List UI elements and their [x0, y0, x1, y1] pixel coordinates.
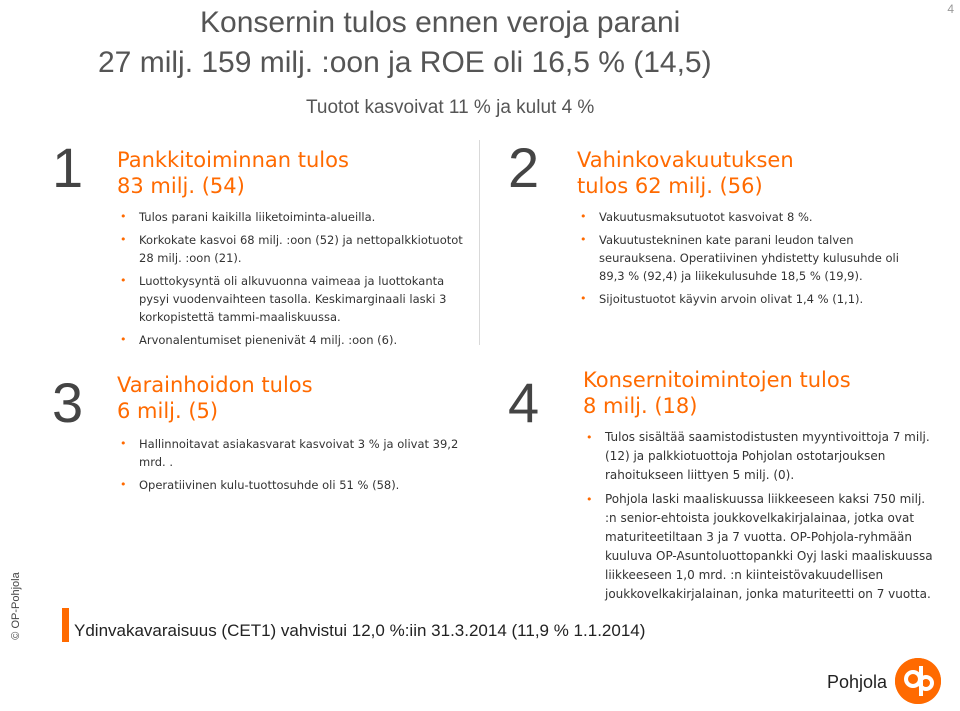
highlight-text: Ydinvakavaraisuus (CET1) vahvistui 12,0 %:iin 31.3.2014 (11,9 % 1.1.2014) — [74, 621, 646, 640]
section-result: 6 milj. (5) — [117, 399, 219, 424]
bullet-icon: • — [580, 232, 587, 246]
section-title: Varainhoidon tulos — [117, 373, 313, 397]
bullet-icon: • — [580, 291, 587, 305]
pohjola-logo-icon — [895, 658, 941, 704]
section-title: Konsernitoimintojen tulos — [583, 368, 851, 392]
bullet-icon: • — [120, 232, 127, 246]
section-number-2: 2 — [508, 136, 540, 199]
section-1 — [117, 147, 472, 354]
column-divider — [479, 140, 480, 345]
bullet-list — [583, 428, 933, 604]
section-title: Pankkitoiminnan tulos — [117, 148, 349, 172]
section-title: Vahinkovakuutuksen — [577, 148, 794, 172]
section-result: 8 milj. (18) — [583, 394, 698, 419]
bullet-list — [117, 435, 462, 494]
list-item: • Vakuutusmaksutuotot kasvoivat 8 %. — [580, 209, 813, 224]
bullet-icon: • — [120, 332, 127, 346]
bullet-icon: • — [120, 477, 127, 491]
bullet-icon: • — [120, 436, 127, 450]
highlight-bar — [62, 608, 69, 642]
section-number-1: 1 — [52, 136, 84, 199]
list-item: • Pohjola laski maaliskuussa liikkeeseen kaksi 750 milj. :n senior-ehtoista joukkovelkakirjalainaa, jotka ovat maturiteetiltaan 3 ja 7 vuotta. OP-Pohjola-ryhmään kuuluva OP-Asuntoluottopankki Oyj laski maaliskuussa liikkeeseen 1,0 mrd. :n kiinteistövakuudellisen joukkovelkakirjalainan, jonka maturiteetti on 7 vuotta. — [586, 491, 933, 601]
section-result: tulos 62 milj. (56) — [577, 174, 763, 199]
list-item: • Tulos parani kaikilla liiketoiminta-alueilla. — [120, 209, 376, 224]
bullet-icon: • — [586, 430, 593, 444]
page-number: 4 — [947, 2, 954, 16]
bullet-icon: • — [120, 209, 127, 223]
page-title-line2: 27 milj. 159 milj. :oon ja ROE oli 16,5 % (14,5) — [98, 46, 712, 79]
bullet-icon: • — [586, 492, 593, 506]
list-item: • Sijoitustuotot käyvin arvoin olivat 1,4 % (1,1). — [580, 291, 864, 306]
page-title-line1: Konsernin tulos ennen veroja parani — [200, 6, 681, 39]
logo-text: Pohjola — [827, 672, 888, 692]
copyright-text: © OP-Pohjola — [10, 572, 22, 640]
list-item: • Luottokysyntä oli alkuvuonna vaimeaa ja luottokanta pysyi vuodenvaihteen tasolla. Keskimarginaali laski 3 korkopistettä tammi-maaliskuussa. — [120, 273, 447, 324]
list-item: • Arvonalentumiset pienenivät 4 milj. :oon (6). — [120, 332, 398, 347]
list-item: • Operatiivinen kulu-tuottosuhde oli 51 % (58). — [120, 477, 400, 492]
list-item: • Korkokate kasvoi 68 milj. :oon (52) ja nettopalkkiotuotot 28 milj. :oon (21). — [120, 232, 463, 265]
section-3 — [117, 372, 462, 499]
list-item: • Vakuutustekninen kate parani leudon talven seurauksena. Operatiivinen yhdistetty kulusuhde oli 89,3 % (92,4) ja liikekulusuhde 18,5 % (19,9). — [580, 232, 899, 283]
section-number-4: 4 — [508, 371, 540, 434]
bullet-icon: • — [120, 273, 127, 287]
section-4 — [583, 367, 933, 609]
bullet-list — [117, 208, 472, 349]
bullet-icon: • — [580, 209, 587, 223]
section-result: 83 milj. (54) — [117, 174, 245, 199]
section-number-3: 3 — [52, 371, 84, 434]
section-2 — [577, 147, 907, 313]
page-subtitle: Tuotot kasvoivat 11 % ja kulut 4 % — [306, 97, 595, 118]
list-item: • Tulos sisältää saamistodistusten myyntivoittoja 7 milj. (12) ja palkkiotuottoja Pohjolan ostotarjouksen rahoitukseen liittyen 5 milj. (0). — [586, 429, 930, 482]
bullet-list — [577, 208, 907, 308]
list-item: • Hallinnoitavat asiakasvarat kasvoivat 3 % ja olivat 39,2 mrd. . — [120, 436, 459, 469]
